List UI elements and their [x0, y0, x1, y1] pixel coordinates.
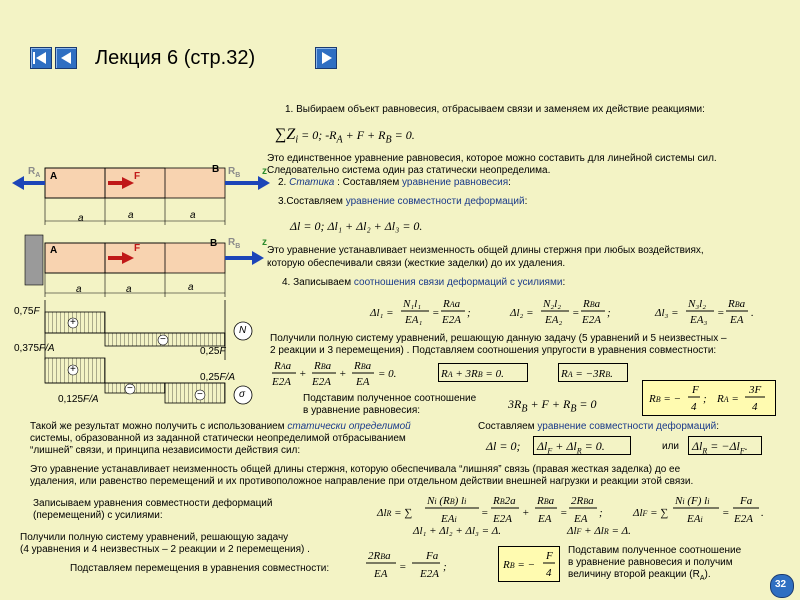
point-b-label: B [212, 164, 220, 175]
svg-text:RA + 3RB = 0.: RA + 3RB = 0. [441, 368, 504, 380]
substitute-note: Подставим полученное соотношение [303, 393, 477, 404]
svg-text:EA₁: EA₁ [405, 314, 423, 326]
svg-text:F: F [692, 384, 699, 396]
reaction-rb-label: $R_B$ [228, 237, 241, 250]
value-label: 0,25F [200, 346, 226, 357]
segment-a-label: a [128, 210, 134, 221]
segment-a-label: a [76, 284, 82, 295]
eq-dlr: $\Delta l_R = -\Delta l_F$. [692, 439, 748, 456]
svg-text:RBa: RBa [354, 360, 372, 372]
bottom-paragraph: Записываем уравнения совместности деформаций [33, 498, 273, 509]
value-label: 0,375F/A [14, 343, 55, 354]
svg-text:4: 4 [691, 401, 697, 413]
svg-text:RBa: RBa [728, 298, 746, 310]
segment-a-label: a [190, 210, 196, 221]
reaction-ra-label: $R_A$ [28, 166, 41, 179]
svg-text:RB2a: RB2a [493, 495, 516, 507]
svg-text:;: ; [703, 393, 707, 405]
segment-a-label: a [126, 284, 132, 295]
svg-text:3F: 3F [749, 384, 762, 396]
final-equation [362, 546, 472, 582]
svg-text:E2A: E2A [312, 376, 331, 388]
svg-text:Δl₁ + Δl₂ + Δl₃ = Δ.: Δl₁ + Δl₂ + Δl₃ = Δ. [413, 525, 501, 537]
point-b-label: B [210, 238, 218, 249]
axis-z-label: z [262, 166, 267, 177]
result-text: 2 реакции и 3 перемещения) . Подставляем соотношения упругости в уравнения совместности: [270, 345, 717, 356]
svg-text:Δl₂ =: Δl₂ = [510, 307, 534, 319]
plus-sign: + [70, 317, 76, 328]
formula-box [438, 363, 528, 382]
page-title: Лекция 6 (стр.32) [95, 47, 256, 69]
step-1-note: Это единственное уравнение равновесия, которое можно составить для линейной системы сил. [267, 153, 717, 164]
step-1-text: 1. Выбираем объект равновесия, отбрасываем связи и заменяем их действие реакциями: [285, 104, 705, 115]
step-2-text: 2. Статика : Составляем уравнение равновесия: [278, 177, 511, 188]
svg-text:RB = −: RB = − [503, 559, 535, 571]
svg-text:=: = [399, 561, 407, 573]
substitute-note: в уравнение равновесия: [303, 405, 421, 416]
svg-text:EA: EA [356, 376, 370, 388]
triangle-right-icon [322, 52, 332, 64]
bottom-paragraph: “лишней” связи, и принципа независимости действия сил: [30, 445, 301, 456]
svg-text:EA: EA [730, 314, 744, 326]
bar-icon [33, 52, 35, 64]
svg-text:+: + [299, 368, 307, 380]
bottom-paragraph: (4 уравнения и 4 неизвестных – 2 реакции и 2 перемещения) . [20, 544, 310, 555]
bottom-paragraph: Подставляем перемещения в уравнения совместности: [70, 563, 330, 574]
triangle-left-icon [36, 52, 46, 64]
svg-text:Ni (RB) li: Ni (RB) li [427, 495, 467, 507]
svg-text:E2A: E2A [420, 568, 439, 580]
svg-text:=: = [717, 307, 725, 319]
minus-sign: − [127, 383, 133, 394]
svg-text:RA =: RA = [717, 393, 739, 405]
equilibrium-equation: $\sum Z_i = 0$; $-R_A + F + R_B = 0$. [275, 126, 415, 146]
bottom-paragraph: Такой же результат можно получить с использованием статически определимой [30, 421, 411, 432]
svg-text:;: ; [467, 307, 471, 319]
formula-box [558, 363, 628, 382]
svg-text:EA: EA [374, 568, 388, 580]
svg-text:F: F [546, 550, 553, 562]
svg-text:EAi: EAi [441, 513, 457, 525]
svg-text:4: 4 [546, 567, 552, 579]
reaction-rb-label: $R_B$ [228, 166, 241, 179]
svg-text:RBa: RBa [314, 360, 332, 372]
eq-dlf-dlr: $\Delta l_F + \Delta l_R = 0$. [537, 439, 605, 456]
svg-text:E2A: E2A [734, 513, 753, 525]
bottom-paragraph: системы, образованной из заданной статически неопределимой отбрасыванием [30, 433, 406, 444]
result-text: Получили полную систему уравнений, решающую данную задачу (5 уравнений и 5 неизвестных – [270, 333, 727, 344]
point-a-label: A [50, 171, 58, 182]
answer-formula [645, 382, 773, 414]
bottom-paragraph: в уравнение равновесия и получим [568, 557, 733, 568]
svg-text:RAa: RAa [274, 360, 292, 372]
svg-text:Fa: Fa [740, 495, 753, 507]
value-label: 0,75F [14, 306, 40, 317]
svg-text:+: + [522, 507, 530, 519]
bottom-paragraph: Подставим полученное соотношение [568, 545, 742, 556]
value-label: 0,25F/A [200, 372, 236, 383]
svg-text:ΔlF + ΔlR = Δ.: ΔlF + ΔlR = Δ. [567, 525, 631, 537]
force-f-label: F [134, 243, 141, 254]
displacement-formulas [375, 490, 775, 538]
first-slide-button[interactable] [30, 47, 52, 69]
svg-text:RBa: RBa [537, 495, 555, 507]
equation-rb: $3R_B + F + R_B = 0$ [508, 397, 597, 415]
svg-text:RBa: RBa [583, 298, 601, 310]
segment-a-label: a [78, 213, 84, 224]
sigma-diagram-label: σ [239, 389, 246, 400]
svg-text:EAi: EAi [687, 513, 703, 525]
point-a-label: A [50, 245, 58, 256]
step-3-note: которую обеспечивали связи (жесткие заделки) до их удаления. [267, 258, 566, 269]
or-label: или [662, 441, 680, 452]
bottom-paragraph: (перемещений) с усилиями: [33, 510, 163, 521]
svg-text:=: = [572, 307, 580, 319]
svg-text:N₃l₂: N₃l₂ [688, 298, 707, 310]
svg-text:;: ; [599, 507, 603, 519]
minus-sign: − [160, 334, 166, 345]
force-f-label: F [134, 171, 141, 182]
page-number: 32 [775, 579, 787, 590]
svg-text:RAa: RAa [443, 298, 461, 310]
svg-text:E2A: E2A [493, 513, 512, 525]
svg-text:EA: EA [574, 513, 588, 525]
n-diagram-label: N [239, 325, 247, 336]
compatibility-heading: Составляем уравнение совместности деформаций: [478, 421, 720, 432]
svg-text:=: = [560, 507, 568, 519]
svg-text:ΔlF = ∑: ΔlF = ∑ [633, 507, 669, 519]
svg-text:RB = −: RB = − [649, 393, 681, 405]
answer-rb-formula [500, 548, 558, 580]
svg-text:EA: EA [538, 513, 552, 525]
svg-text:.: . [751, 307, 754, 319]
svg-text:Ni (F) li: Ni (F) li [675, 495, 710, 507]
plus-sign: + [70, 364, 76, 375]
svg-text:=: = [722, 507, 730, 519]
svg-text:=: = [432, 307, 440, 319]
step-3-note: Это уравнение устанавливает неизменность общей длины стержня при любых воздействиях, [267, 245, 704, 256]
svg-text:E2A: E2A [442, 314, 461, 326]
bottom-paragraph: Получили полную систему уравнений, решающую задачу [20, 532, 289, 543]
svg-text:E2A: E2A [272, 376, 291, 388]
svg-text:;: ; [443, 561, 447, 573]
svg-text:Fa: Fa [426, 550, 439, 562]
bottom-paragraph: величину второй реакции $(R_A)$. [568, 569, 711, 582]
bottom-paragraph: Это уравнение устанавливает неизменность общей длины стержня, которую обеспечивала “лишняя” связь (правая жесткая заделка) до ее [30, 464, 681, 475]
segment-a-label: a [188, 282, 194, 293]
svg-text:N₂l₂: N₂l₂ [543, 298, 562, 310]
step-3-text: 3.Составляем уравнение совместности деформаций: [278, 196, 528, 207]
step-4-text: 4. Записываем соотношения связи деформаций с усилиями: [282, 277, 566, 288]
triangle-left-icon [61, 52, 71, 64]
axis-z-label: z [262, 237, 267, 248]
svg-text:EA₃: EA₃ [690, 314, 708, 326]
next-slide-button[interactable] [315, 47, 337, 69]
step-1-note: Следовательно система один раз статически неопределима. [267, 165, 551, 176]
value-label: 0,125F/A [58, 394, 99, 405]
svg-text:.: . [761, 507, 764, 519]
bottom-paragraph: удаления, или равенство перемещений и их противоположное направление при отдельном действии внешней нагрузки и реакции этой связи. [30, 476, 694, 487]
svg-text:ΔlR = ∑: ΔlR = ∑ [377, 507, 413, 519]
svg-text:EA₂: EA₂ [545, 314, 563, 326]
svg-text:Δl₁ =: Δl₁ = [370, 307, 394, 319]
svg-text:;: ; [607, 307, 611, 319]
compatibility-equation: Δl = 0; Δl₁ + Δl₂ + Δl₃ = 0. [290, 219, 423, 233]
minus-sign: − [197, 389, 203, 400]
prev-slide-button[interactable] [55, 47, 77, 69]
eq-dl: Δl = 0; [486, 439, 521, 453]
svg-text:2RBa: 2RBa [368, 550, 391, 562]
svg-text:N₁l₁: N₁l₁ [403, 298, 422, 310]
svg-text:Δl₃ =: Δl₃ = [655, 307, 679, 319]
svg-text:=: = [481, 507, 489, 519]
svg-text:4: 4 [752, 401, 758, 413]
svg-text:2RBa: 2RBa [571, 495, 594, 507]
svg-text:= 0.: = 0. [378, 368, 397, 380]
svg-text:E2A: E2A [582, 314, 601, 326]
svg-text:+: + [339, 368, 347, 380]
svg-text:RA = −3RB.: RA = −3RB. [561, 368, 613, 380]
elasticity-formulas [365, 292, 785, 332]
